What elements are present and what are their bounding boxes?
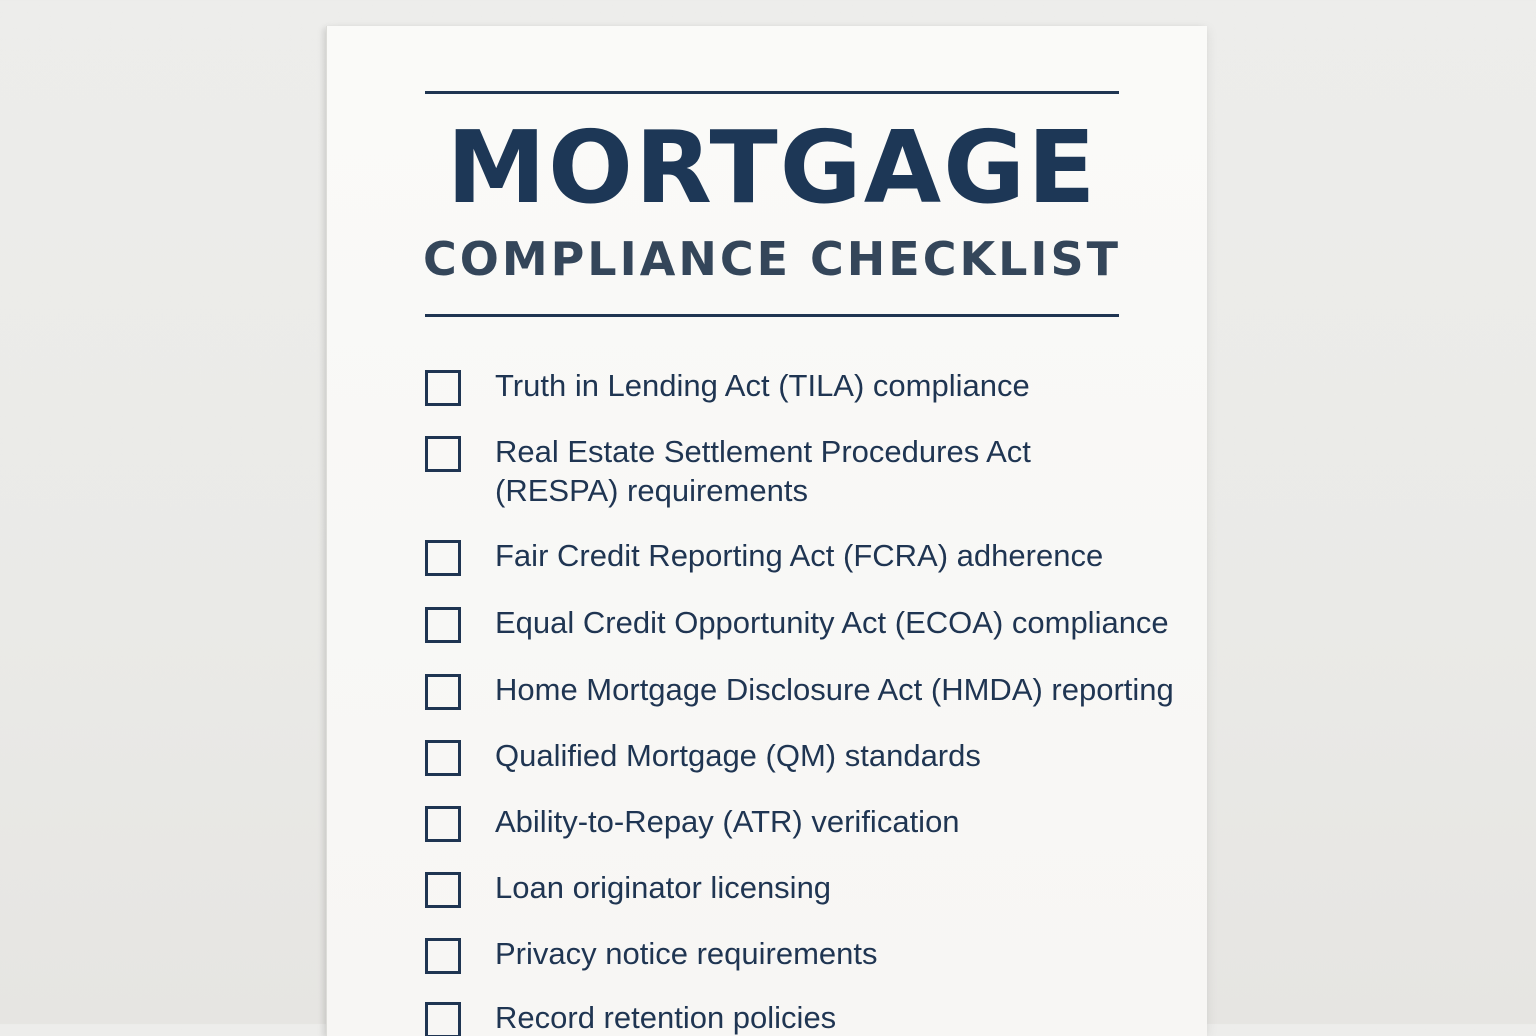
checkbox[interactable] (425, 436, 461, 472)
bottom-divider (425, 314, 1119, 317)
checkbox[interactable] (425, 938, 461, 974)
checklist-item-label: Qualified Mortgage (QM) standards (495, 738, 981, 773)
top-divider (425, 91, 1119, 94)
checklist-item-label: Ability-to-Repay (ATR) verification (495, 804, 960, 839)
checkbox[interactable] (425, 806, 461, 842)
checklist-paper (326, 26, 1207, 1036)
checklist-item-label: Loan originator licensing (495, 870, 832, 905)
page-subtitle: COMPLIANCE CHECKLIST (422, 232, 1122, 286)
checklist-item-label-line1: Real Estate Settlement Procedures Act (495, 434, 1031, 469)
checkbox[interactable] (425, 540, 461, 576)
checklist-item-label: Equal Credit Opportunity Act (ECOA) compliance (495, 605, 1169, 640)
checkbox[interactable] (425, 674, 461, 710)
checklist-item-label: Record retention policies (495, 1000, 837, 1035)
checkbox[interactable] (425, 607, 461, 643)
page-title: MORTGAGE (446, 109, 1098, 226)
checklist-item-label: Truth in Lending Act (TILA) compliance (495, 368, 1030, 403)
checklist-item-label: Home Mortgage Disclosure Act (HMDA) reporting (495, 672, 1174, 707)
checkbox[interactable] (425, 370, 461, 406)
checklist-item-label: Privacy notice requirements (495, 936, 878, 971)
checklist-item-label-line2: (RESPA) requirements (495, 473, 808, 508)
checklist-item-label (495, 432, 1207, 510)
checkbox[interactable] (425, 740, 461, 776)
checkbox[interactable] (425, 872, 461, 908)
checklist-item-label: Fair Credit Reporting Act (FCRA) adherence (495, 538, 1104, 573)
checkbox[interactable] (425, 1002, 461, 1036)
